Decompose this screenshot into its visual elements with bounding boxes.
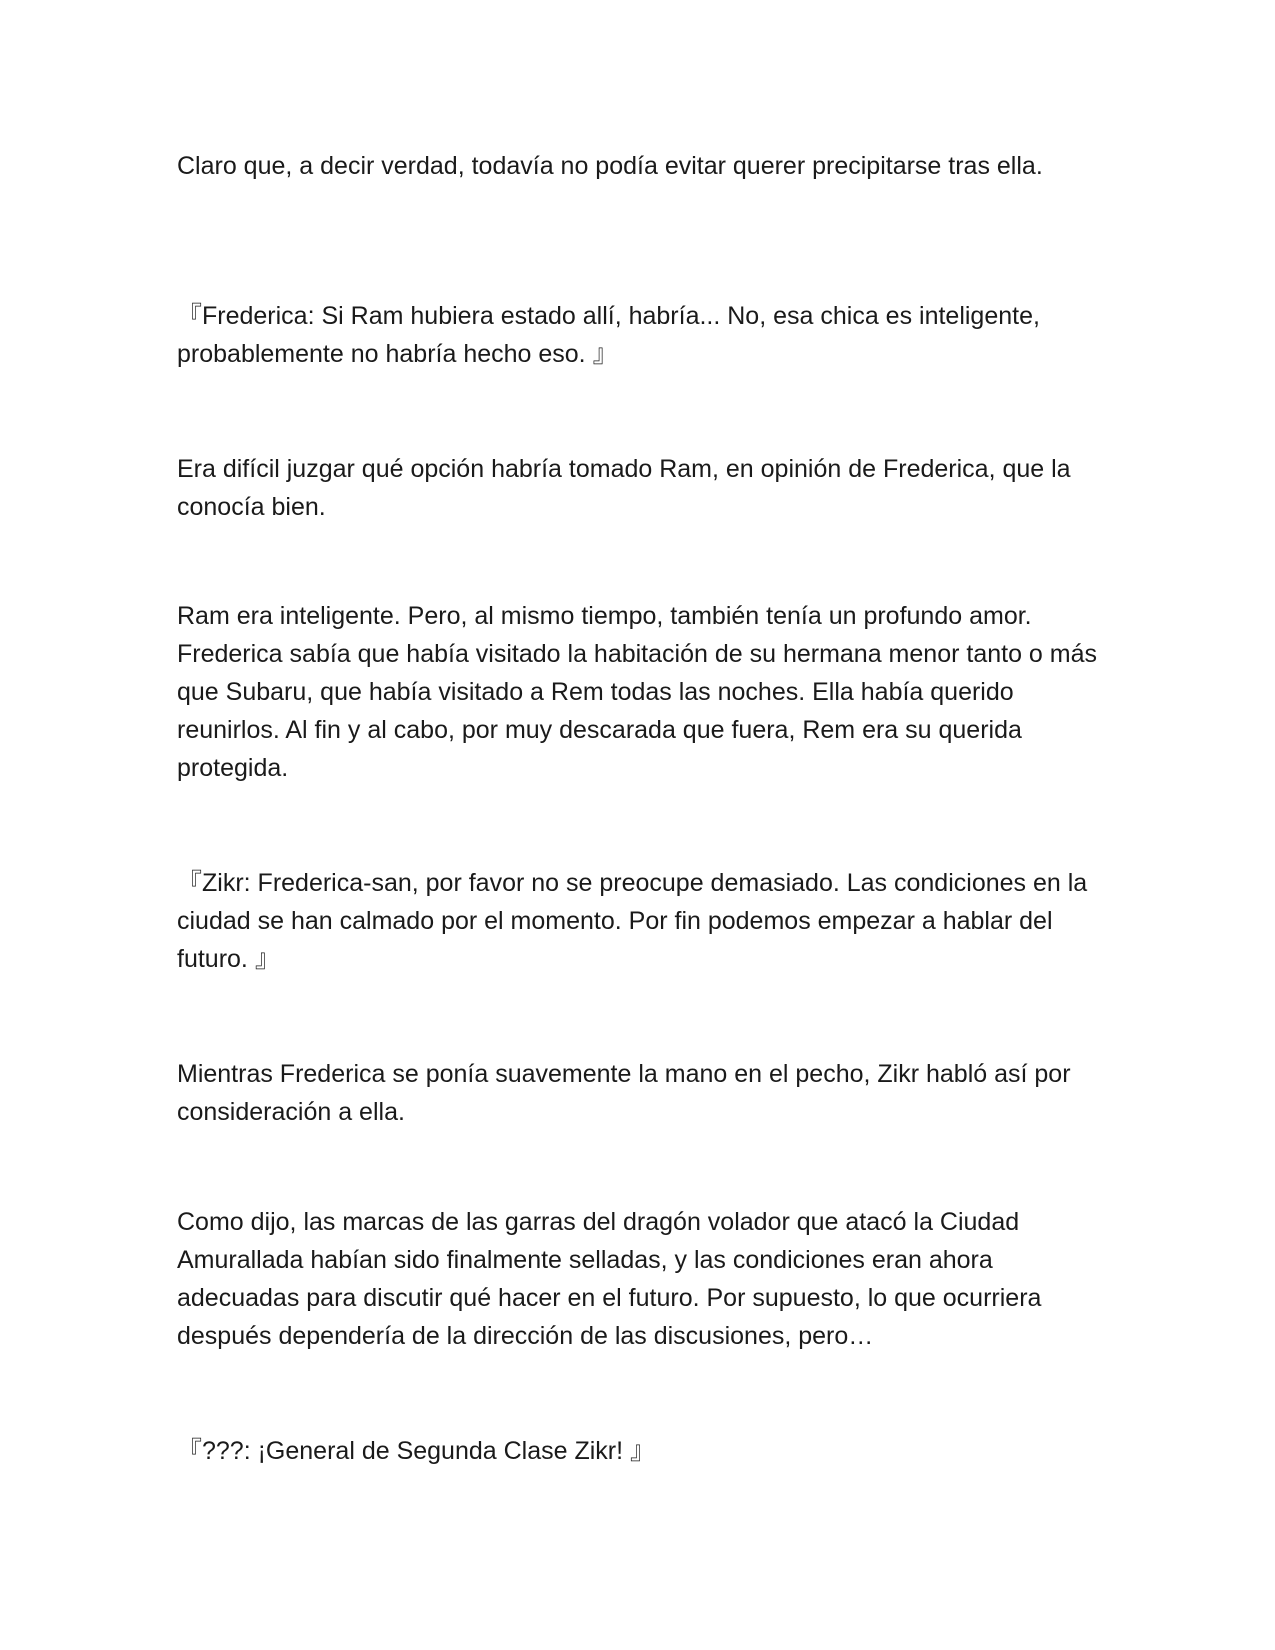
paragraph-narration: Como dijo, las marcas de las garras del dragón volador que atacó la Ciudad Amurallada habían sido finalmente selladas, y las condiciones eran ahora adecuadas para discutir qué hacer en el futuro. Por supuesto, lo que ocurriera después dependería de la dirección de las discusiones, pero…: [177, 1208, 1042, 1350]
paragraph-narration: Ram era inteligente. Pero, al mismo tiempo, también tenía un profundo amor. Frederica sabía que había visitado la habitación de su hermana menor tanto o más que Subaru, que había visitado a Rem todas las noches. Ella había querido reunirlos. Al fin y al cabo, por muy descarada que fuera, Rem era su querida protegida.: [177, 602, 1097, 782]
paragraph-narration: Era difícil juzgar qué opción habría tomado Ram, en opinión de Frederica, que la conocía bien.: [177, 455, 1071, 521]
paragraph-dialogue-zikr: 『Zikr: Frederica-san, por favor no se preocupe demasiado. Las condiciones en la ciudad se han calmado por el momento. Por fin podemos empezar a hablar del futuro. 』: [177, 869, 1088, 973]
paragraph-narration: Claro que, a decir verdad, todavía no podía evitar querer precipitarse tras ella.: [177, 152, 1043, 180]
paragraph-dialogue-frederica: 『Frederica: Si Ram hubiera estado allí, habría... No, esa chica es inteligente, probablemente no habría hecho eso. 』: [177, 302, 1040, 368]
paragraph-narration: Mientras Frederica se ponía suavemente la mano en el pecho, Zikr habló así por consideración a ella.: [177, 1060, 1071, 1126]
paragraph-dialogue-unknown: 『???: ¡General de Segunda Clase Zikr! 』: [177, 1437, 656, 1465]
